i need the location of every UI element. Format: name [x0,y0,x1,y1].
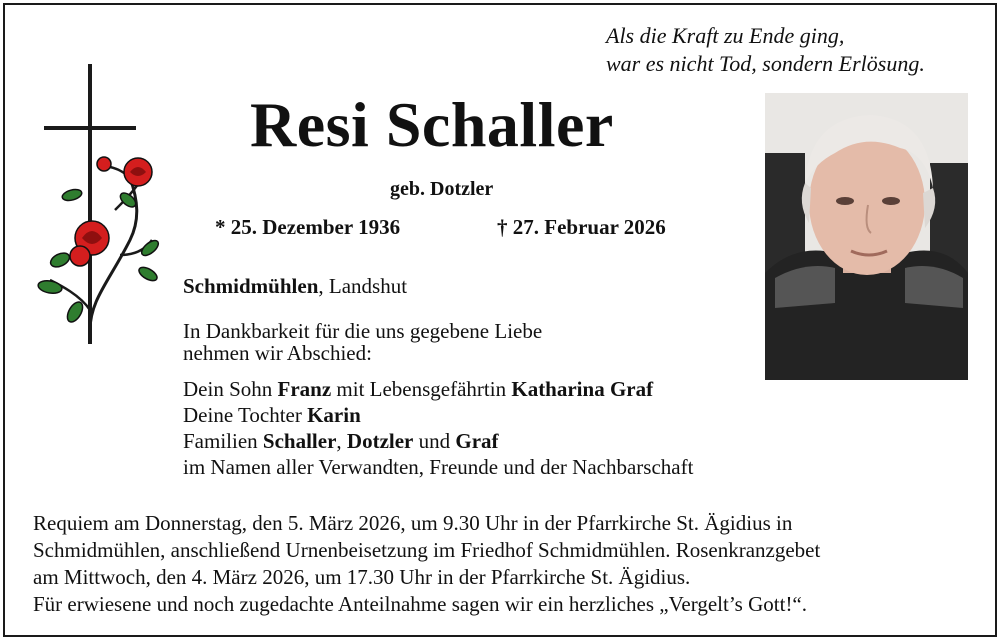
residence-region: , Landshut [318,274,408,298]
service-line-3: am Mittwoch, den 4. März 2026, um 17.30 Uhr in der Pfarrkirche St. Ägidius. [33,565,691,589]
mourner-name-part: Graf [455,429,499,453]
mourner-name-part: Deine Tochter [183,403,308,427]
mourner-name-part: und [413,429,456,453]
mourner-name-part: Dein Sohn [183,377,278,401]
mourner-name-part: Franz [277,377,332,401]
service-line-1: Requiem am Donnerstag, den 5. März 2026, um 9.30 Uhr in der Pfarrkirche St. Ägidius in [33,511,793,535]
mourner-name-part: Familien [183,429,263,453]
thanks-line: Für erwiesene und noch zugedachte Anteilnahme sagen wir ein herzliches „Vergelt’s Gott!“. [33,592,808,616]
cross-with-roses-icon [30,60,170,350]
service-info [33,510,820,618]
mourner-name-part: Karin [307,403,361,427]
quote-line-2: war es nicht Tod, sondern Erlösung. [606,51,925,76]
birth-name: geb. Dotzler [390,178,494,200]
service-line-2: Schmidmühlen, anschließend Urnenbeisetzung im Friedhof Schmidmühlen. Rosenkranzgebet [33,538,821,562]
mourner-line-son [183,376,693,402]
intro-line-1: In Dankbarkeit für die uns gegebene Liebe [183,319,543,343]
mourner-name-part: , [336,429,347,453]
residence-place [183,274,407,299]
portrait-photo [765,93,968,380]
mourner-line-families [183,428,693,454]
farewell-intro [183,320,542,364]
intro-line-2: nehmen wir Abschied: [183,341,372,365]
residence-town: Schmidmühlen [183,274,319,298]
mourner-name-part: mit Lebensgefährtin [331,377,512,401]
mourner-name-part: Schaller [262,429,337,453]
deceased-name: Resi Schaller [250,89,614,160]
quote-line-1: Als die Kraft zu Ende ging, [606,23,845,48]
birth-date: * 25. Dezember 1936 [215,215,401,239]
mourners-list [183,376,693,480]
rose-icon [124,158,152,186]
rose-icon [70,246,90,266]
mourner-line-daughter [183,402,693,428]
rose-icon [97,157,111,171]
epigraph-quote [606,22,925,78]
mourner-line-others: im Namen aller Verwandten, Freunde und der Nachbarschaft [183,455,694,479]
mourner-name-part: Katharina Graf [511,377,654,401]
death-date: † 27. Februar 2026 [497,215,666,239]
mourner-name-part: Dotzler [346,429,414,453]
